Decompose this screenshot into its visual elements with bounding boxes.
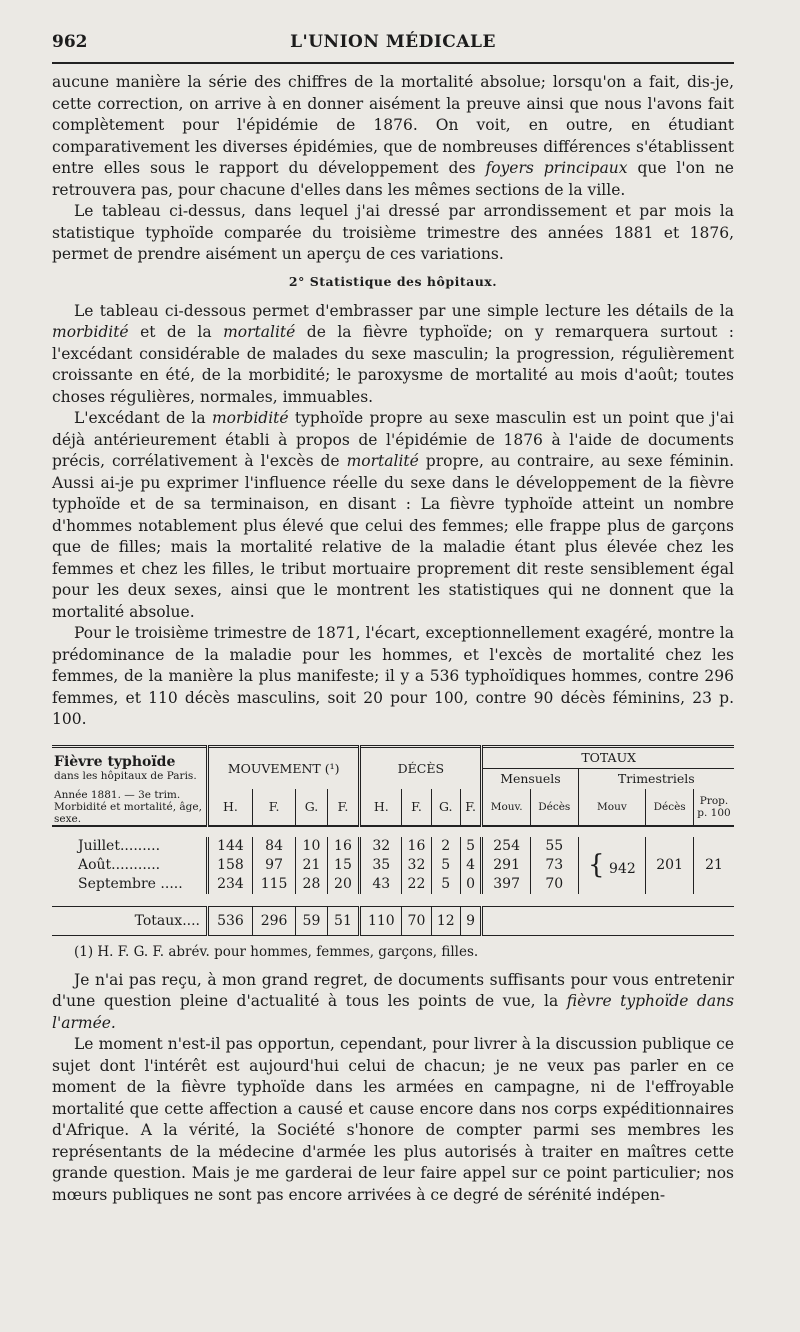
cell: 35 — [360, 856, 402, 875]
table-label-morb — [52, 789, 208, 826]
col-deces-f2: F. — [460, 789, 481, 826]
header-mouvement: MOUVEMENT (¹) — [208, 746, 360, 789]
section-heading: 2° Statistique des hôpitaux. — [288, 273, 498, 289]
col-trim-deces: Décès — [646, 789, 694, 826]
trim-mouv — [578, 837, 646, 894]
header-mensuels: Mensuels — [482, 768, 578, 789]
cell: 43 — [360, 875, 402, 894]
table-label-morb-text: Morbidité et mortalité, âge, sexe. — [54, 800, 202, 825]
cell: 16 — [327, 837, 360, 856]
paragraph-4 — [52, 408, 734, 623]
cell: 0 — [460, 875, 481, 894]
cell: 158 — [208, 856, 253, 875]
page-header — [52, 28, 734, 64]
p3-italic-2: mortalité — [223, 323, 296, 341]
header-totaux: TOTAUX — [482, 746, 734, 768]
trim-deces — [646, 837, 694, 894]
p4-c: propre, au contraire, au sexe féminin. Aussi ai-je pu exprimer l'influence réelle du sexe dans le développement de la fièvre typhoïde et de sa terminaison, en disant : La fièvre typhoïde atteint un nombre d'hommes notablement plus élevé que celui des femmes; elle frappe plus de garçons que de filles; mais la mortalité relative de la maladie étant plus élevée chez les femmes et chez les filles, le tribut mortuaire proprement dit reste sensiblement égal pour les deux sexes, ainsi que le montrent les statistiques qui ne donnent que la mortalité absolue. — [52, 452, 734, 621]
cell: 28 — [296, 875, 327, 894]
table-row — [52, 837, 734, 856]
cell: 144 — [208, 837, 253, 856]
cell: 234 — [208, 875, 253, 894]
cell: 59 — [296, 906, 327, 935]
paragraph-6 — [52, 970, 734, 1035]
table-label-title: Fièvre typhoïde — [54, 754, 176, 770]
trim-mouv-value: 942 — [609, 861, 636, 877]
cell: 15 — [327, 856, 360, 875]
spacer-row — [52, 826, 734, 837]
paragraph-2: Le tableau ci-dessus, dans lequel j'ai dressé par arrondissement et par mois la statistique typhoïde comparée du troisième trimestre des années 1881 et 1876, permet de prendre aisément un aperçu de ces variations. — [52, 202, 734, 263]
page-body — [52, 72, 734, 1206]
header-deces: DÉCÈS — [360, 746, 482, 789]
paragraph-1-text: aucune manière la série des chiffres de la mortalité absolue; lorsqu'on a fait, dis-je, cette correction, on arrive à en donner aisément la preuve ainsi que nous l'avons fait complètement pour l'épidémie de 1876. On voit, en outre, en étudiant comparativement les diverses épidémies, que de nombreuses différences s'établissent entre elles sous le rapport du développement des — [52, 73, 734, 177]
page-number: 962 — [52, 32, 88, 52]
running-title: L'UNION MÉDICALE — [290, 32, 496, 52]
col-deces-h: H. — [360, 789, 402, 826]
col-trim-mouv: Mouv — [578, 789, 646, 826]
cell: 397 — [482, 875, 531, 894]
trim-deces-value: 201 — [656, 857, 683, 873]
col-g: G. — [296, 789, 327, 826]
row-month: Septembre ..... — [78, 876, 183, 892]
cell: 32 — [360, 837, 402, 856]
row-month: Juillet......... — [78, 838, 161, 854]
table-label-year: Année 1881. — 3e trim. — [54, 788, 181, 801]
cell: 20 — [327, 875, 360, 894]
cell: 5 — [431, 875, 460, 894]
trim-prop-value: 21 — [705, 857, 723, 873]
brace-glyph: { — [588, 850, 605, 880]
row-month: Août........... — [78, 857, 161, 873]
header-trimestriels: Trimestriels — [578, 768, 734, 789]
p3-italic-1: morbidité — [52, 323, 129, 341]
p6-a: Je n'ai pas reçu, à mon grand regret, de documents suffisants pour vous entretenir d'une question pleine d'actualité à tous les points de vue, la — [52, 970, 734, 1010]
totals-label: Totaux.... — [52, 906, 208, 935]
cell: 51 — [327, 906, 360, 935]
cell: 291 — [482, 856, 531, 875]
p4-italic-1: morbidité — [211, 409, 289, 427]
hospital-statistics-table — [52, 745, 734, 936]
col-deces-f: F. — [402, 789, 431, 826]
cell: 97 — [252, 856, 295, 875]
cell: 4 — [460, 856, 481, 875]
cell: 84 — [252, 837, 295, 856]
p4-a: L'excédant de la — [74, 409, 206, 427]
cell: 536 — [208, 906, 253, 935]
p3-b: et de la — [140, 323, 212, 341]
paragraph-3 — [52, 301, 734, 409]
cell: 5 — [431, 856, 460, 875]
p3-a: Le tableau ci-dessous permet d'embrasser par une simple lecture les détails de la — [74, 301, 734, 320]
cell: 110 — [360, 906, 402, 935]
cell: 12 — [431, 906, 460, 935]
cell: 2 — [431, 837, 460, 856]
cell: 32 — [402, 856, 431, 875]
totals-row — [52, 906, 734, 935]
cell: 70 — [402, 906, 431, 935]
col-f: F. — [252, 789, 295, 826]
paragraph-5: Pour le troisième trimestre de 1871, l'écart, exceptionnellement exagéré, montre la prédominance de la maladie pour les hommes, et l'excès de mortalité chez les femmes, de la manière la plus manifeste; il y a 536 typhoïdiques hommes, contre 296 femmes, et 110 décès masculins, soit 20 pour 100, contre 90 décès féminins, 23 p. 100. — [52, 624, 734, 728]
cell: 70 — [530, 875, 578, 894]
totals-empty — [482, 906, 734, 935]
p3-c: de la fièvre typhoïde; on y remarquera surtout : l'excédant considérable de malades du sexe masculin; la progression, régulièrement croissante en été, de la morbidité; le paroxysme de mortalité au mois d'août; toutes choses régulières, normales, immuables. — [52, 323, 734, 406]
cell: 115 — [252, 875, 295, 894]
cell: 254 — [482, 837, 531, 856]
col-f2: F. — [327, 789, 360, 826]
p6-italic: fièvre typhoïde dans l'armée. — [52, 992, 734, 1032]
col-mensuel-mouv: Mouv. — [482, 789, 531, 826]
paragraph-1-end: que l'on ne retrouvera pas, pour chacune d'elles dans les mêmes sections de la ville. — [52, 159, 734, 199]
paragraph-1 — [52, 72, 734, 201]
cell: 73 — [530, 856, 578, 875]
paragraph-7: Le moment n'est-il pas opportun, cependant, pour livrer à la discussion publique ce sujet dont l'intérêt est aujourd'hui celui de chacun; je ne veux pas parler en ce moment de la fièvre typhoïde dans les armées en campagne, ni de l'effroyable mortalité que cette affection a causé et cause encore dans nos corps expéditionnaires d'Afrique. A la vérité, la Société s'honore de compter parmi ses membres les représentants de la médecine d'armée les plus autorisés à traiter en maîtres cette grande question. Mais je me garderai de leur faire appel sur ce point particulier; nos mœurs publiques ne sont pas encore arrivées à ce degré de sérénité indépen- — [52, 1035, 734, 1204]
paragraph-1-italic: foyers principaux — [485, 159, 628, 177]
table-label-block — [52, 746, 208, 789]
cell: 5 — [460, 837, 481, 856]
col-trim-prop: Prop. p. 100 — [694, 789, 735, 826]
cell: 16 — [402, 837, 431, 856]
cell: 21 — [296, 856, 327, 875]
spacer-row — [52, 894, 734, 907]
trim-prop — [694, 837, 735, 894]
col-h: H. — [208, 789, 253, 826]
col-deces-g: G. — [431, 789, 460, 826]
cell: 9 — [460, 906, 481, 935]
p4-b: typhoïde propre au sexe masculin est un point que j'ai déjà antérieurement établi à propos de l'épidémie de 1876 à l'aide de documents précis, corrélativement à l'excès de — [52, 409, 734, 470]
footnote: (1) H. F. G. F. abrév. pour hommes, femmes, garçons, filles. — [74, 943, 479, 960]
col-mensuel-deces: Décès — [530, 789, 578, 826]
cell: 55 — [530, 837, 578, 856]
p4-italic-2: mortalité — [346, 452, 419, 470]
cell: 296 — [252, 906, 295, 935]
table-label-sub: dans les hôpitaux de Paris. — [54, 770, 197, 782]
cell: 10 — [296, 837, 327, 856]
cell: 22 — [402, 875, 431, 894]
